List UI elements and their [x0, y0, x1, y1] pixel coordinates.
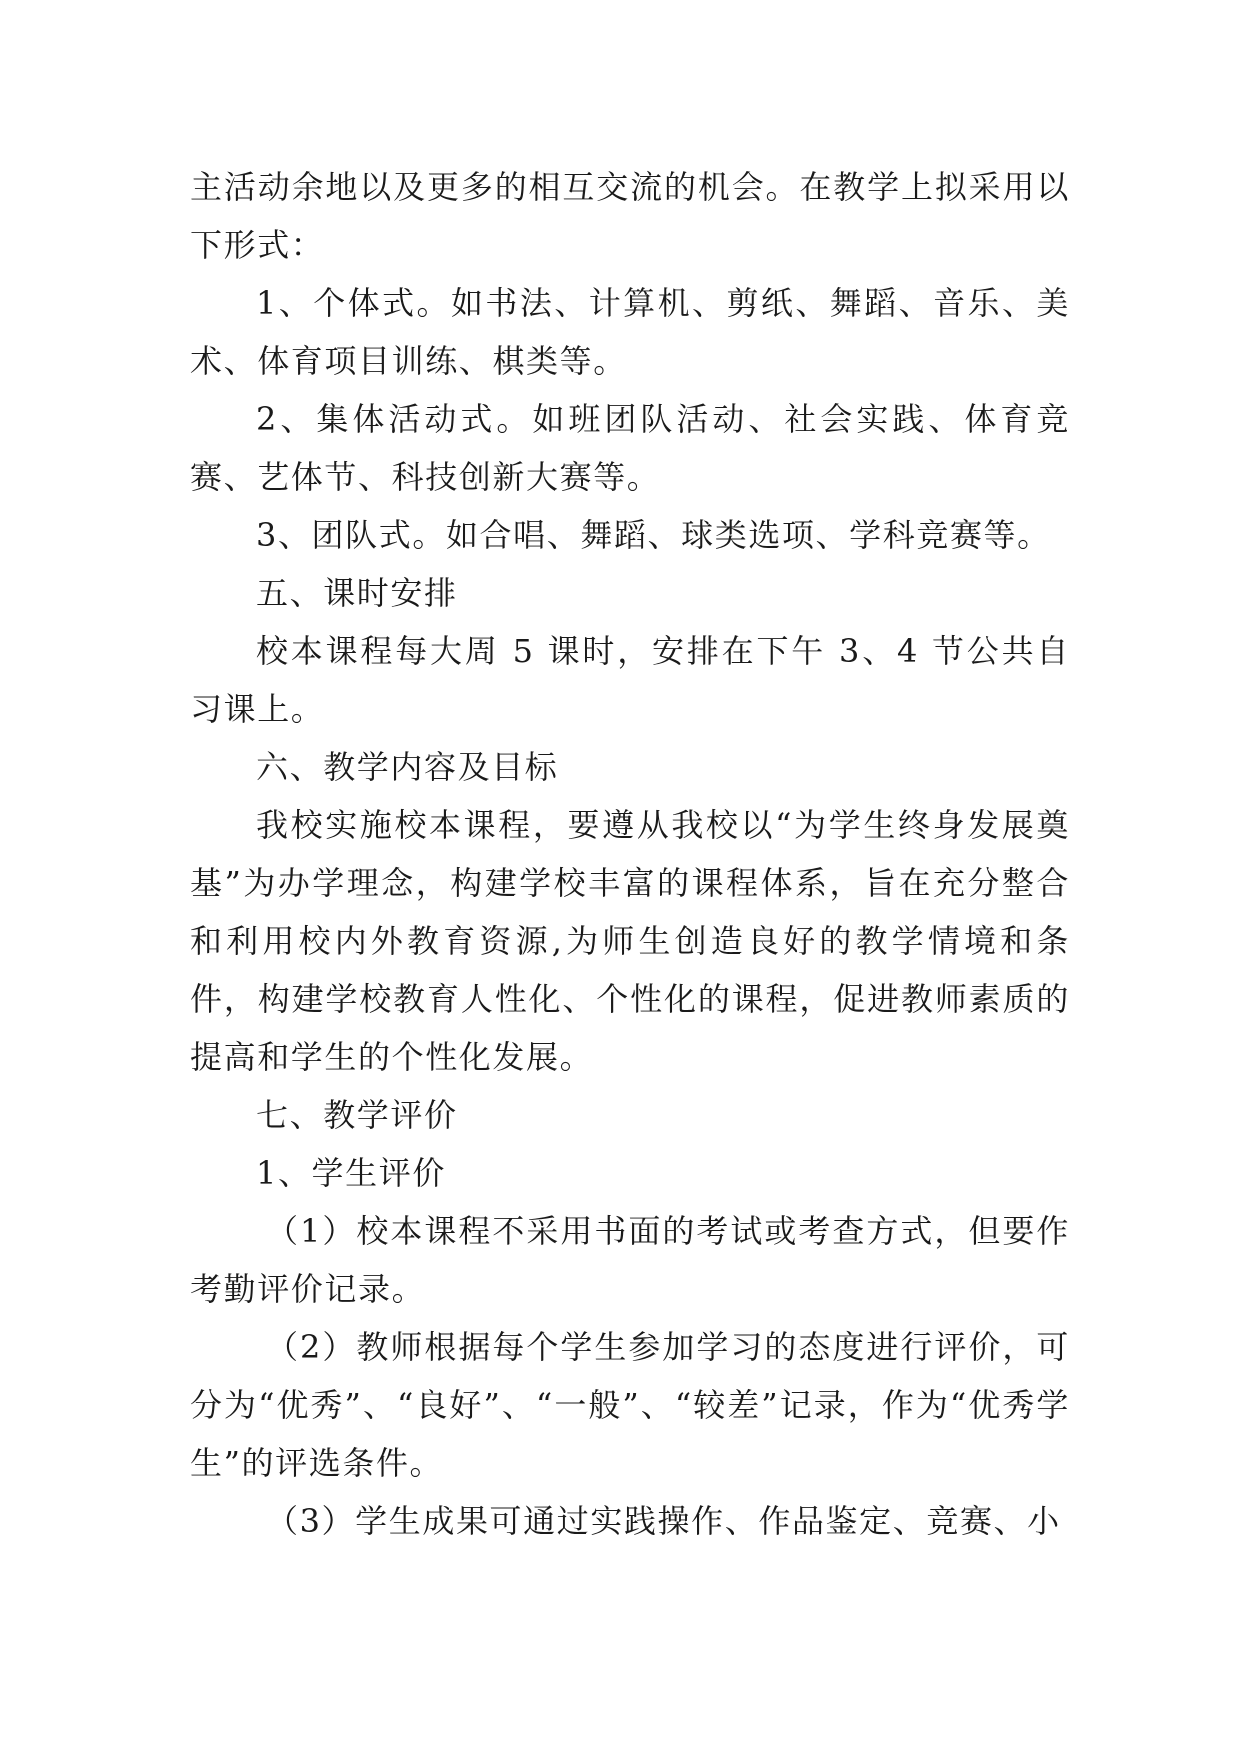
paragraph-schedule: 校本课程每大周 5 课时，安排在下午 3、4 节公共自习课上。 — [190, 632, 1070, 728]
paragraph-evaluation-1: （1）校本课程不采用书面的考试或考查方式，但要作考勤评价记录。 — [190, 1212, 1070, 1308]
section-heading-schedule: 五、课时安排 — [256, 574, 458, 612]
paragraph-continuation: 主活动余地以及更多的相互交流的机会。在教学上拟采用以下形式： — [190, 168, 1070, 264]
subheading-student-evaluation: 1、学生评价 — [256, 1154, 446, 1192]
paragraph-item-individual: 1、个体式。如书法、计算机、剪纸、舞蹈、音乐、美术、体育项目训练、棋类等。 — [190, 284, 1070, 380]
paragraph-content-goals: 我校实施校本课程，要遵从我校以“为学生终身发展奠基”为办学理念，构建学校丰富的课程体系，旨在充分整合和利用校内外教育资源,为师生创造良好的教学情境和条件，构建学校教育人性化、个性化的课程，促进教师素质的提高和学生的个性化发展。 — [190, 806, 1070, 1076]
paragraph-item-team: 3、团队式。如合唱、舞蹈、球类选项、学科竞赛等。 — [256, 516, 1051, 554]
section-heading-content-goals: 六、教学内容及目标 — [256, 748, 559, 786]
paragraph-evaluation-2: （2）教师根据每个学生参加学习的态度进行评价，可分为“优秀”、“良好”、“一般”、“较差”记录，作为“优秀学生”的评选条件。 — [190, 1328, 1070, 1482]
paragraph-item-collective: 2、集体活动式。如班团队活动、社会实践、体育竞赛、艺体节、科技创新大赛等。 — [190, 400, 1070, 496]
section-heading-evaluation: 七、教学评价 — [256, 1096, 458, 1134]
paragraph-evaluation-3: （3）学生成果可通过实践操作、作品鉴定、竞赛、小 — [266, 1502, 1061, 1540]
document-body — [190, 158, 1070, 1550]
